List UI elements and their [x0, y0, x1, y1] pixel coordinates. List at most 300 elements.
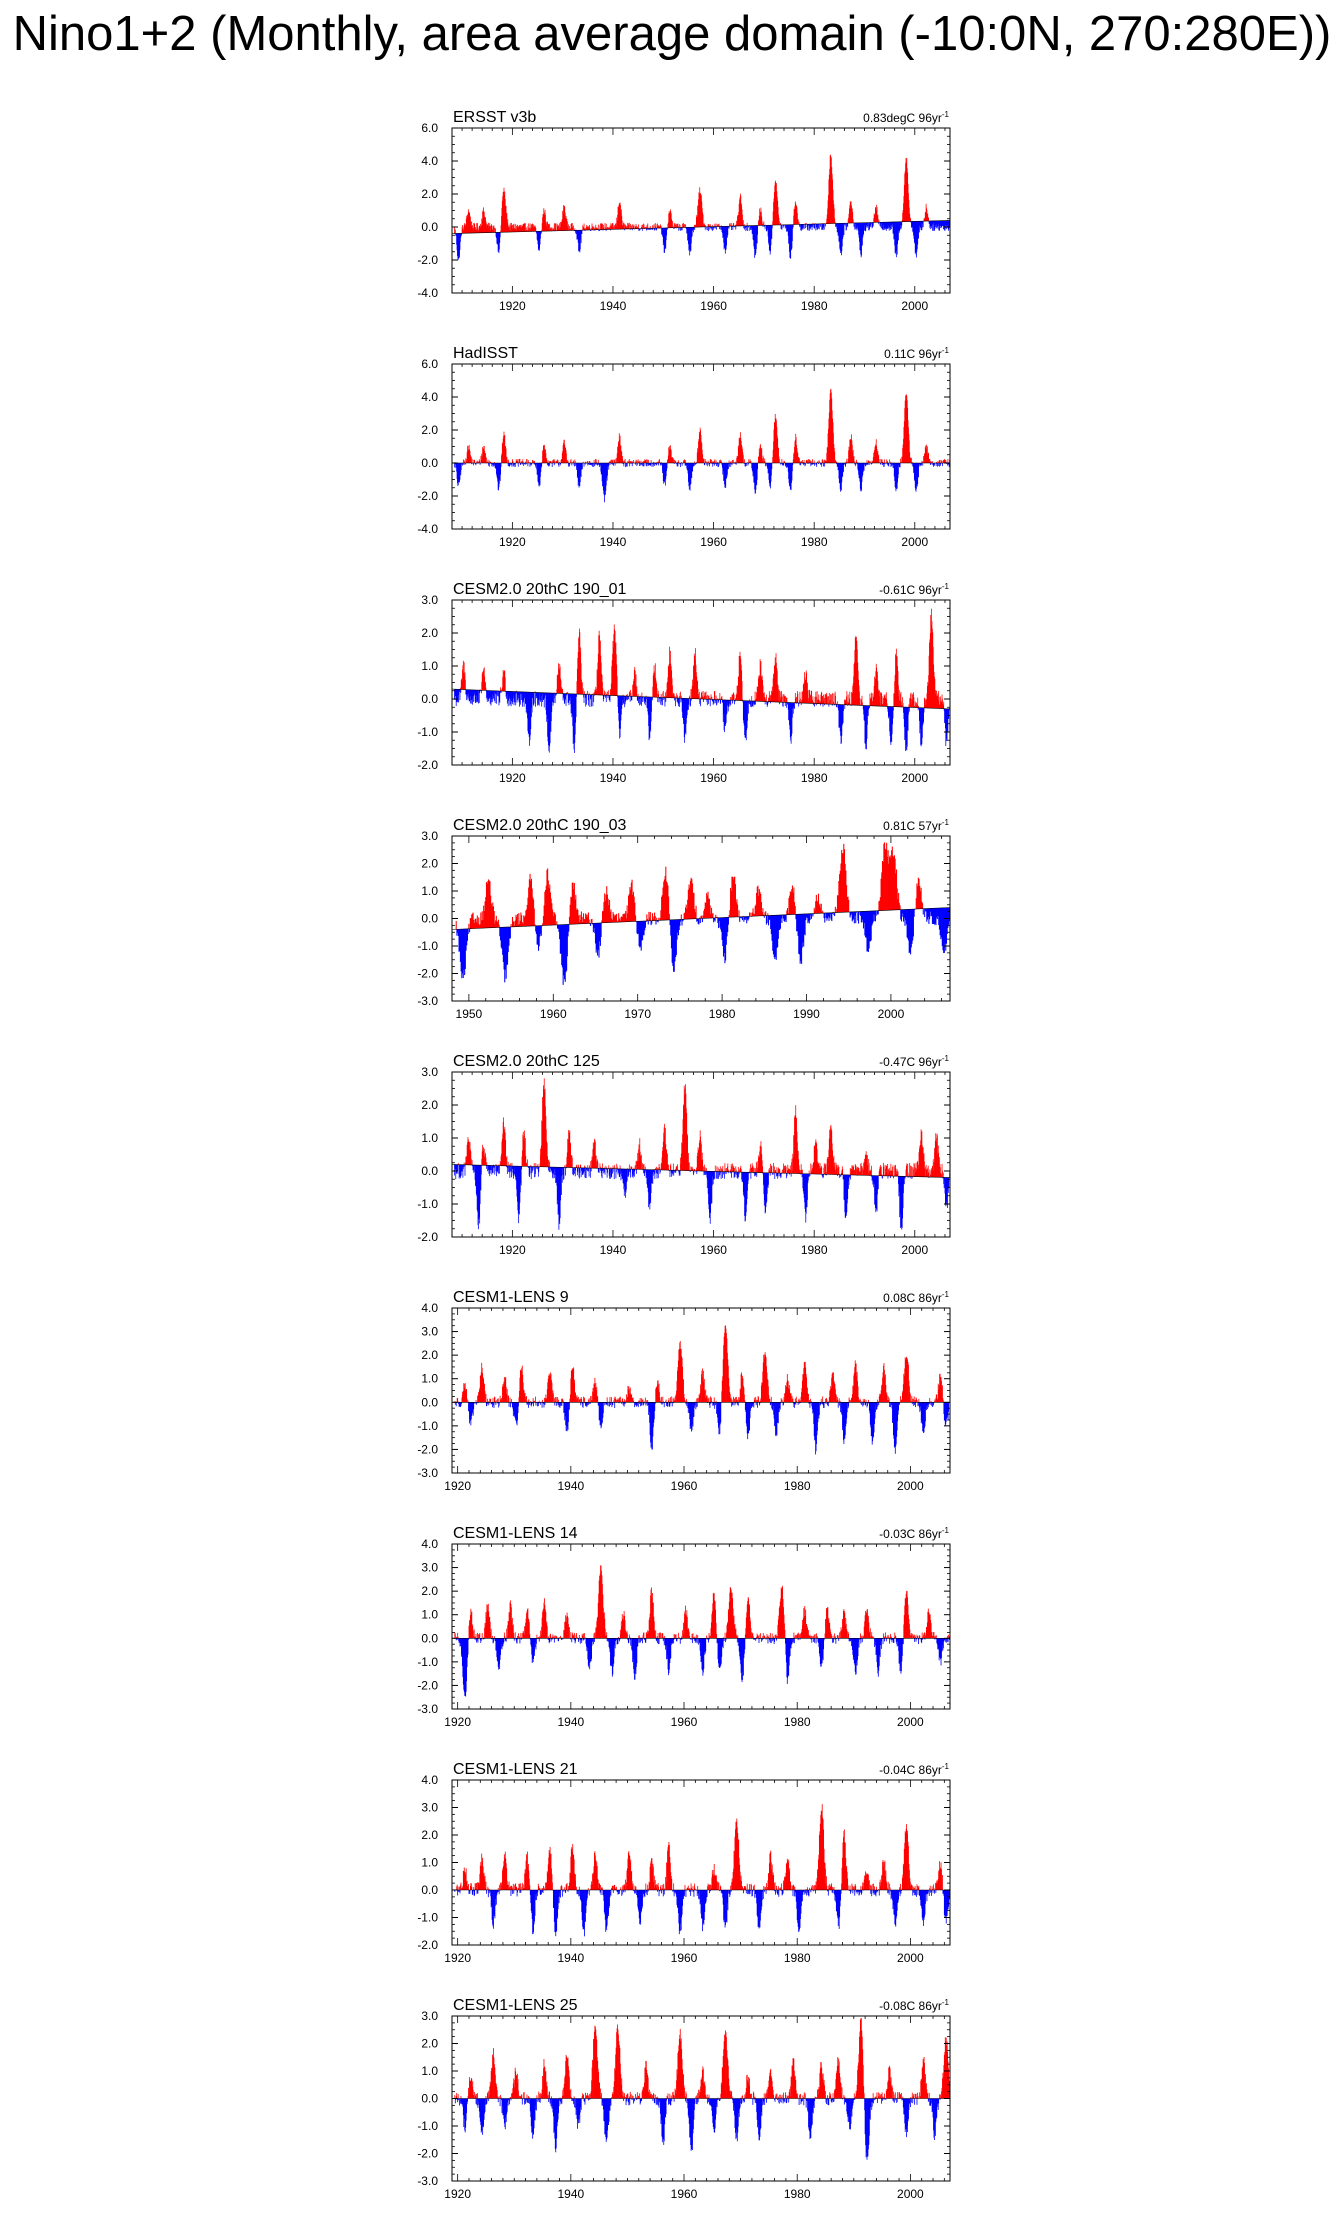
bar-1016 — [880, 459, 881, 463]
bar-1085 — [909, 704, 910, 707]
bar-96 — [494, 691, 495, 701]
bar-834 — [803, 463, 804, 465]
bar-596 — [704, 459, 705, 463]
bar-606 — [708, 224, 709, 227]
bar-420 — [630, 696, 631, 701]
y-tick-label: -1.0 — [417, 939, 438, 953]
bar-616 — [712, 227, 713, 231]
bar-938 — [847, 702, 848, 705]
bar-386 — [616, 458, 617, 463]
bar-62 — [499, 925, 500, 928]
bar-562 — [689, 696, 690, 699]
y-tick-label: -3.0 — [417, 994, 438, 1008]
bar-207 — [601, 923, 602, 937]
bar-483 — [795, 906, 796, 914]
bar-776 — [779, 459, 780, 463]
bar-339 — [596, 459, 597, 463]
bar-1107 — [918, 708, 919, 711]
bar-239 — [554, 693, 555, 698]
bar-886 — [825, 224, 826, 227]
bar-485 — [657, 694, 658, 697]
bar-1064 — [900, 463, 901, 467]
bar-551 — [685, 463, 686, 466]
bar-895 — [829, 693, 830, 704]
bar-541 — [680, 698, 681, 702]
bar-529 — [675, 225, 676, 228]
bar-588 — [700, 699, 701, 706]
bar-418 — [629, 459, 630, 463]
bar-544 — [682, 228, 683, 231]
bar-1159 — [940, 460, 941, 463]
bar-1017 — [880, 692, 881, 706]
bar-243 — [556, 223, 557, 230]
bar-377 — [612, 460, 613, 463]
bar-958 — [855, 463, 856, 466]
bar-238 — [553, 461, 554, 463]
bar-308 — [583, 688, 584, 694]
bar-142 — [555, 914, 556, 925]
bar-259 — [562, 689, 563, 693]
y-tick-label: 2.0 — [421, 423, 438, 437]
bar-533 — [677, 695, 678, 698]
bar-43 — [472, 1160, 473, 1165]
bar-357 — [603, 228, 604, 230]
y-tick-label: 0.0 — [421, 456, 438, 470]
bar-459 — [646, 459, 647, 463]
bar-564 — [690, 699, 691, 706]
x-tick-label: 1920 — [499, 771, 526, 785]
bar-625 — [716, 695, 717, 699]
bar-960 — [856, 460, 857, 463]
y-tick-label: 2.0 — [421, 187, 438, 201]
bar-46 — [473, 463, 474, 465]
bar-665 — [923, 909, 924, 915]
bar-483 — [656, 228, 657, 230]
bar-359 — [604, 691, 605, 696]
bar-372 — [610, 226, 611, 230]
bar-291 — [576, 694, 577, 717]
bar-628 — [717, 224, 718, 226]
bar-416 — [628, 696, 629, 699]
bar-17 — [461, 463, 462, 470]
bar-401 — [737, 904, 738, 916]
bar-599 — [705, 693, 706, 700]
bar-411 — [626, 463, 627, 467]
bar-331 — [592, 695, 593, 707]
y-tick-label: 3.0 — [421, 593, 438, 607]
bar-463 — [648, 463, 649, 466]
bar-321 — [681, 914, 682, 919]
bar-228 — [549, 463, 550, 466]
bar-336 — [595, 463, 596, 465]
bar-659 — [730, 697, 731, 700]
bar-1119 — [923, 221, 924, 227]
bar-714 — [753, 701, 754, 704]
bar-550 — [684, 459, 685, 463]
bar-292 — [576, 694, 577, 697]
bar-84 — [489, 463, 490, 467]
bar-65 — [481, 1165, 482, 1174]
bar-625 — [716, 224, 717, 227]
bar-321 — [588, 695, 589, 706]
bar-782 — [782, 459, 783, 463]
bar-461 — [647, 459, 648, 463]
panel-1 — [417, 109, 950, 313]
bar-525 — [824, 913, 825, 923]
bar-1106 — [917, 698, 918, 708]
bar-383 — [614, 460, 615, 463]
bar-607 — [708, 227, 709, 231]
bar-691 — [743, 226, 744, 228]
bar-342 — [696, 906, 697, 919]
bar-622 — [714, 459, 715, 463]
bar-690 — [743, 220, 744, 226]
bar-1042 — [891, 463, 892, 467]
bar-429 — [634, 225, 635, 229]
bar-304 — [669, 914, 670, 920]
bar-98 — [495, 1166, 496, 1172]
bar-14 — [460, 689, 461, 700]
bar-1165 — [942, 463, 943, 466]
bar-939 — [847, 223, 848, 227]
bar-285 — [655, 920, 656, 924]
bar-279 — [651, 921, 652, 924]
bar-283 — [572, 227, 573, 230]
bar-408 — [742, 917, 743, 920]
bar-234 — [552, 463, 553, 467]
bar-203 — [539, 693, 540, 706]
bar-594 — [703, 691, 704, 699]
bar-272 — [568, 461, 569, 463]
bar-470 — [786, 915, 787, 922]
bar-320 — [680, 919, 681, 921]
bar-824 — [799, 458, 800, 463]
bar-954 — [854, 223, 855, 227]
bar-459 — [646, 228, 647, 230]
bar-613 — [711, 694, 712, 699]
x-tick-label: 1960 — [539, 1007, 567, 1021]
bar-607 — [708, 699, 709, 704]
bar-133 — [509, 463, 510, 466]
bar-1091 — [911, 458, 912, 463]
panel-3 — [417, 581, 950, 785]
bar-19 — [468, 924, 469, 929]
bar-503 — [665, 698, 666, 707]
bar-987 — [867, 223, 868, 227]
bar-929 — [843, 705, 844, 711]
bar-602 — [706, 696, 707, 699]
bar-361 — [605, 227, 606, 229]
bar-79 — [511, 924, 512, 927]
bar-16 — [460, 689, 461, 692]
bar-1146 — [934, 463, 935, 465]
bar-434 — [636, 224, 637, 229]
bar-738 — [763, 458, 764, 463]
bar-453 — [644, 463, 645, 466]
bar-419 — [629, 463, 630, 466]
bar-889 — [826, 693, 827, 704]
bar-493 — [660, 697, 661, 704]
bar-745 — [766, 695, 767, 702]
bar-610 — [709, 227, 710, 230]
bar-559 — [848, 900, 849, 912]
bar-354 — [602, 224, 603, 230]
bar-871 — [819, 224, 820, 229]
bar-690 — [743, 455, 744, 463]
bar-883 — [824, 698, 825, 704]
bar-786 — [783, 463, 784, 466]
bar-1115 — [921, 463, 922, 465]
bar-291 — [576, 230, 577, 234]
bar-1032 — [886, 459, 887, 463]
bar-792 — [786, 698, 787, 703]
bar-443 — [767, 916, 768, 923]
bar-1068 — [901, 222, 902, 226]
bar-654 — [728, 226, 729, 228]
bar-76 — [486, 1157, 487, 1165]
bar-978 — [864, 463, 865, 471]
bar-1 — [456, 921, 457, 929]
bar-328 — [591, 695, 592, 707]
bar-538 — [679, 698, 680, 707]
bar-898 — [830, 694, 831, 704]
trend-exponent: -1 — [941, 818, 949, 827]
bar-440 — [638, 225, 639, 229]
bar-231 — [551, 227, 552, 231]
bar-444 — [767, 913, 768, 915]
bar-906 — [834, 693, 835, 704]
bar-574 — [694, 227, 695, 230]
bar-598 — [704, 225, 705, 227]
bar-20 — [469, 929, 470, 932]
bar-18 — [461, 233, 462, 235]
bar-996 — [871, 693, 872, 706]
bar-24 — [464, 1162, 465, 1164]
bar-20 — [462, 463, 463, 466]
bar-445 — [640, 463, 641, 466]
bar-488 — [658, 463, 659, 465]
bar-475 — [653, 463, 654, 467]
bar-1150 — [936, 463, 937, 466]
bar-443 — [639, 697, 640, 699]
bar-318 — [587, 461, 588, 463]
bar-81 — [488, 460, 489, 463]
bar-18 — [468, 929, 469, 934]
bar-548 — [683, 225, 684, 228]
bar-279 — [571, 459, 572, 463]
bar-672 — [735, 226, 736, 230]
bar-573 — [858, 912, 859, 924]
panel-2 — [417, 345, 950, 549]
bar-785 — [783, 702, 784, 707]
bar-666 — [733, 460, 734, 463]
bar-544 — [682, 463, 683, 466]
bar-41 — [471, 457, 472, 463]
x-tick-label: 1920 — [499, 535, 526, 549]
bar-552 — [685, 224, 686, 227]
bar-110 — [500, 1161, 501, 1165]
bar-532 — [677, 698, 678, 702]
bar-508 — [667, 463, 668, 468]
bar-336 — [595, 227, 596, 229]
bar-460 — [647, 225, 648, 228]
bar-861 — [815, 697, 816, 704]
bar-855 — [812, 459, 813, 463]
bar-176 — [527, 463, 528, 466]
bar-532 — [677, 463, 678, 466]
bar-438 — [637, 696, 638, 700]
bar-865 — [816, 463, 817, 467]
bar-842 — [807, 460, 808, 463]
trend-value: -0.61C 96yr — [879, 583, 942, 597]
bar-78 — [486, 1162, 487, 1165]
x-tick-label: 1940 — [599, 299, 627, 313]
bar-506 — [811, 914, 812, 919]
bar-835 — [804, 460, 805, 463]
y-tick-label: 1.0 — [421, 884, 438, 898]
bar-357 — [603, 695, 604, 699]
bar-520 — [821, 904, 822, 913]
bar-99 — [495, 691, 496, 694]
bar-742 — [765, 225, 766, 229]
bar-174 — [527, 459, 528, 463]
bar-410 — [626, 696, 627, 701]
bar-473 — [652, 225, 653, 228]
bar-586 — [699, 699, 700, 704]
bar-332 — [593, 463, 594, 467]
bar-1180 — [948, 709, 949, 719]
bar-442 — [639, 463, 640, 466]
bar-754 — [770, 695, 771, 701]
bar-611 — [710, 224, 711, 227]
bar-112 — [501, 463, 502, 467]
bar-572 — [693, 227, 694, 229]
bar-873 — [820, 701, 821, 703]
bar-569 — [855, 912, 856, 923]
bar-348 — [700, 919, 701, 923]
bar-310 — [584, 694, 585, 703]
bar-759 — [772, 225, 773, 228]
bar-406 — [624, 223, 625, 229]
bar-405 — [623, 463, 624, 466]
bar-346 — [698, 919, 699, 925]
bar-952 — [853, 219, 854, 223]
bar-144 — [556, 921, 557, 925]
trend-annotation — [884, 346, 949, 361]
bar-1027 — [884, 459, 885, 463]
bar-458 — [646, 463, 647, 466]
bar-900 — [831, 694, 832, 704]
bar-229 — [616, 914, 617, 922]
bar-286 — [656, 918, 657, 921]
bar-424 — [631, 696, 632, 700]
bar-194 — [535, 692, 536, 706]
bar-658 — [730, 700, 731, 706]
bar-363 — [606, 695, 607, 702]
bar-1157 — [939, 460, 940, 463]
bar-209 — [541, 463, 542, 466]
trend-annotation — [883, 818, 949, 833]
bar-831 — [802, 460, 803, 463]
bar-124 — [506, 1157, 507, 1166]
bar-667 — [733, 223, 734, 226]
bar-620 — [714, 700, 715, 704]
bar-664 — [732, 700, 733, 703]
bar-565 — [691, 689, 692, 699]
bar-420 — [750, 913, 751, 917]
bar-379 — [613, 459, 614, 463]
y-tick-label: -4.0 — [417, 522, 438, 536]
bar-742 — [765, 702, 766, 705]
bar-741 — [764, 697, 765, 702]
bar-622 — [714, 691, 715, 700]
bar-687 — [742, 681, 743, 701]
bar-542 — [681, 696, 682, 698]
bar-76 — [486, 688, 487, 691]
bar-452 — [643, 461, 644, 463]
bar-311 — [584, 691, 585, 694]
bar-369 — [608, 463, 609, 470]
bar-472 — [652, 463, 653, 467]
bar-931 — [844, 700, 845, 705]
panel-4 — [417, 817, 950, 1021]
trend-value: 0.11C 96yr — [884, 347, 942, 361]
bar-1164 — [942, 461, 943, 463]
bar-783 — [782, 697, 783, 703]
bar-130 — [508, 460, 509, 463]
bar-351 — [702, 918, 703, 922]
bar-851 — [810, 463, 811, 466]
x-tick-label: 2000 — [901, 299, 929, 313]
bar-49 — [474, 460, 475, 463]
bar-989 — [868, 460, 869, 463]
bar-223 — [547, 463, 548, 465]
bar-439 — [638, 459, 639, 463]
bar-615 — [712, 697, 713, 700]
bar-573 — [694, 225, 695, 227]
bar-718 — [755, 692, 756, 702]
bar-1048 — [893, 707, 894, 711]
bar-904 — [833, 702, 834, 704]
bar-504 — [665, 692, 666, 697]
bar-1 — [454, 463, 455, 467]
bar-453 — [644, 224, 645, 228]
bar-860 — [814, 704, 815, 707]
bar-632 — [719, 463, 720, 465]
bar-531 — [676, 693, 677, 698]
bar-436 — [636, 686, 637, 696]
bar-639 — [722, 696, 723, 700]
bar-285 — [573, 460, 574, 463]
bar-794 — [787, 698, 788, 703]
bar-375 — [611, 460, 612, 463]
bar-418 — [749, 912, 750, 916]
bar-382 — [614, 225, 615, 229]
bar-239 — [554, 223, 555, 231]
x-tick-label: 1940 — [599, 771, 627, 785]
bar-157 — [520, 459, 521, 463]
bar-324 — [590, 228, 591, 230]
bar-534 — [678, 463, 679, 466]
panel-title: CESM2.0 20thC 190_03 — [453, 817, 627, 834]
y-tick-label: -2.0 — [417, 253, 438, 267]
bar-140 — [512, 461, 513, 463]
x-tick-label: 1960 — [700, 535, 727, 549]
bar-77 — [486, 690, 487, 698]
x-tick-label: 1920 — [499, 299, 526, 313]
bar-1168 — [943, 702, 944, 709]
bar-573 — [694, 463, 695, 466]
